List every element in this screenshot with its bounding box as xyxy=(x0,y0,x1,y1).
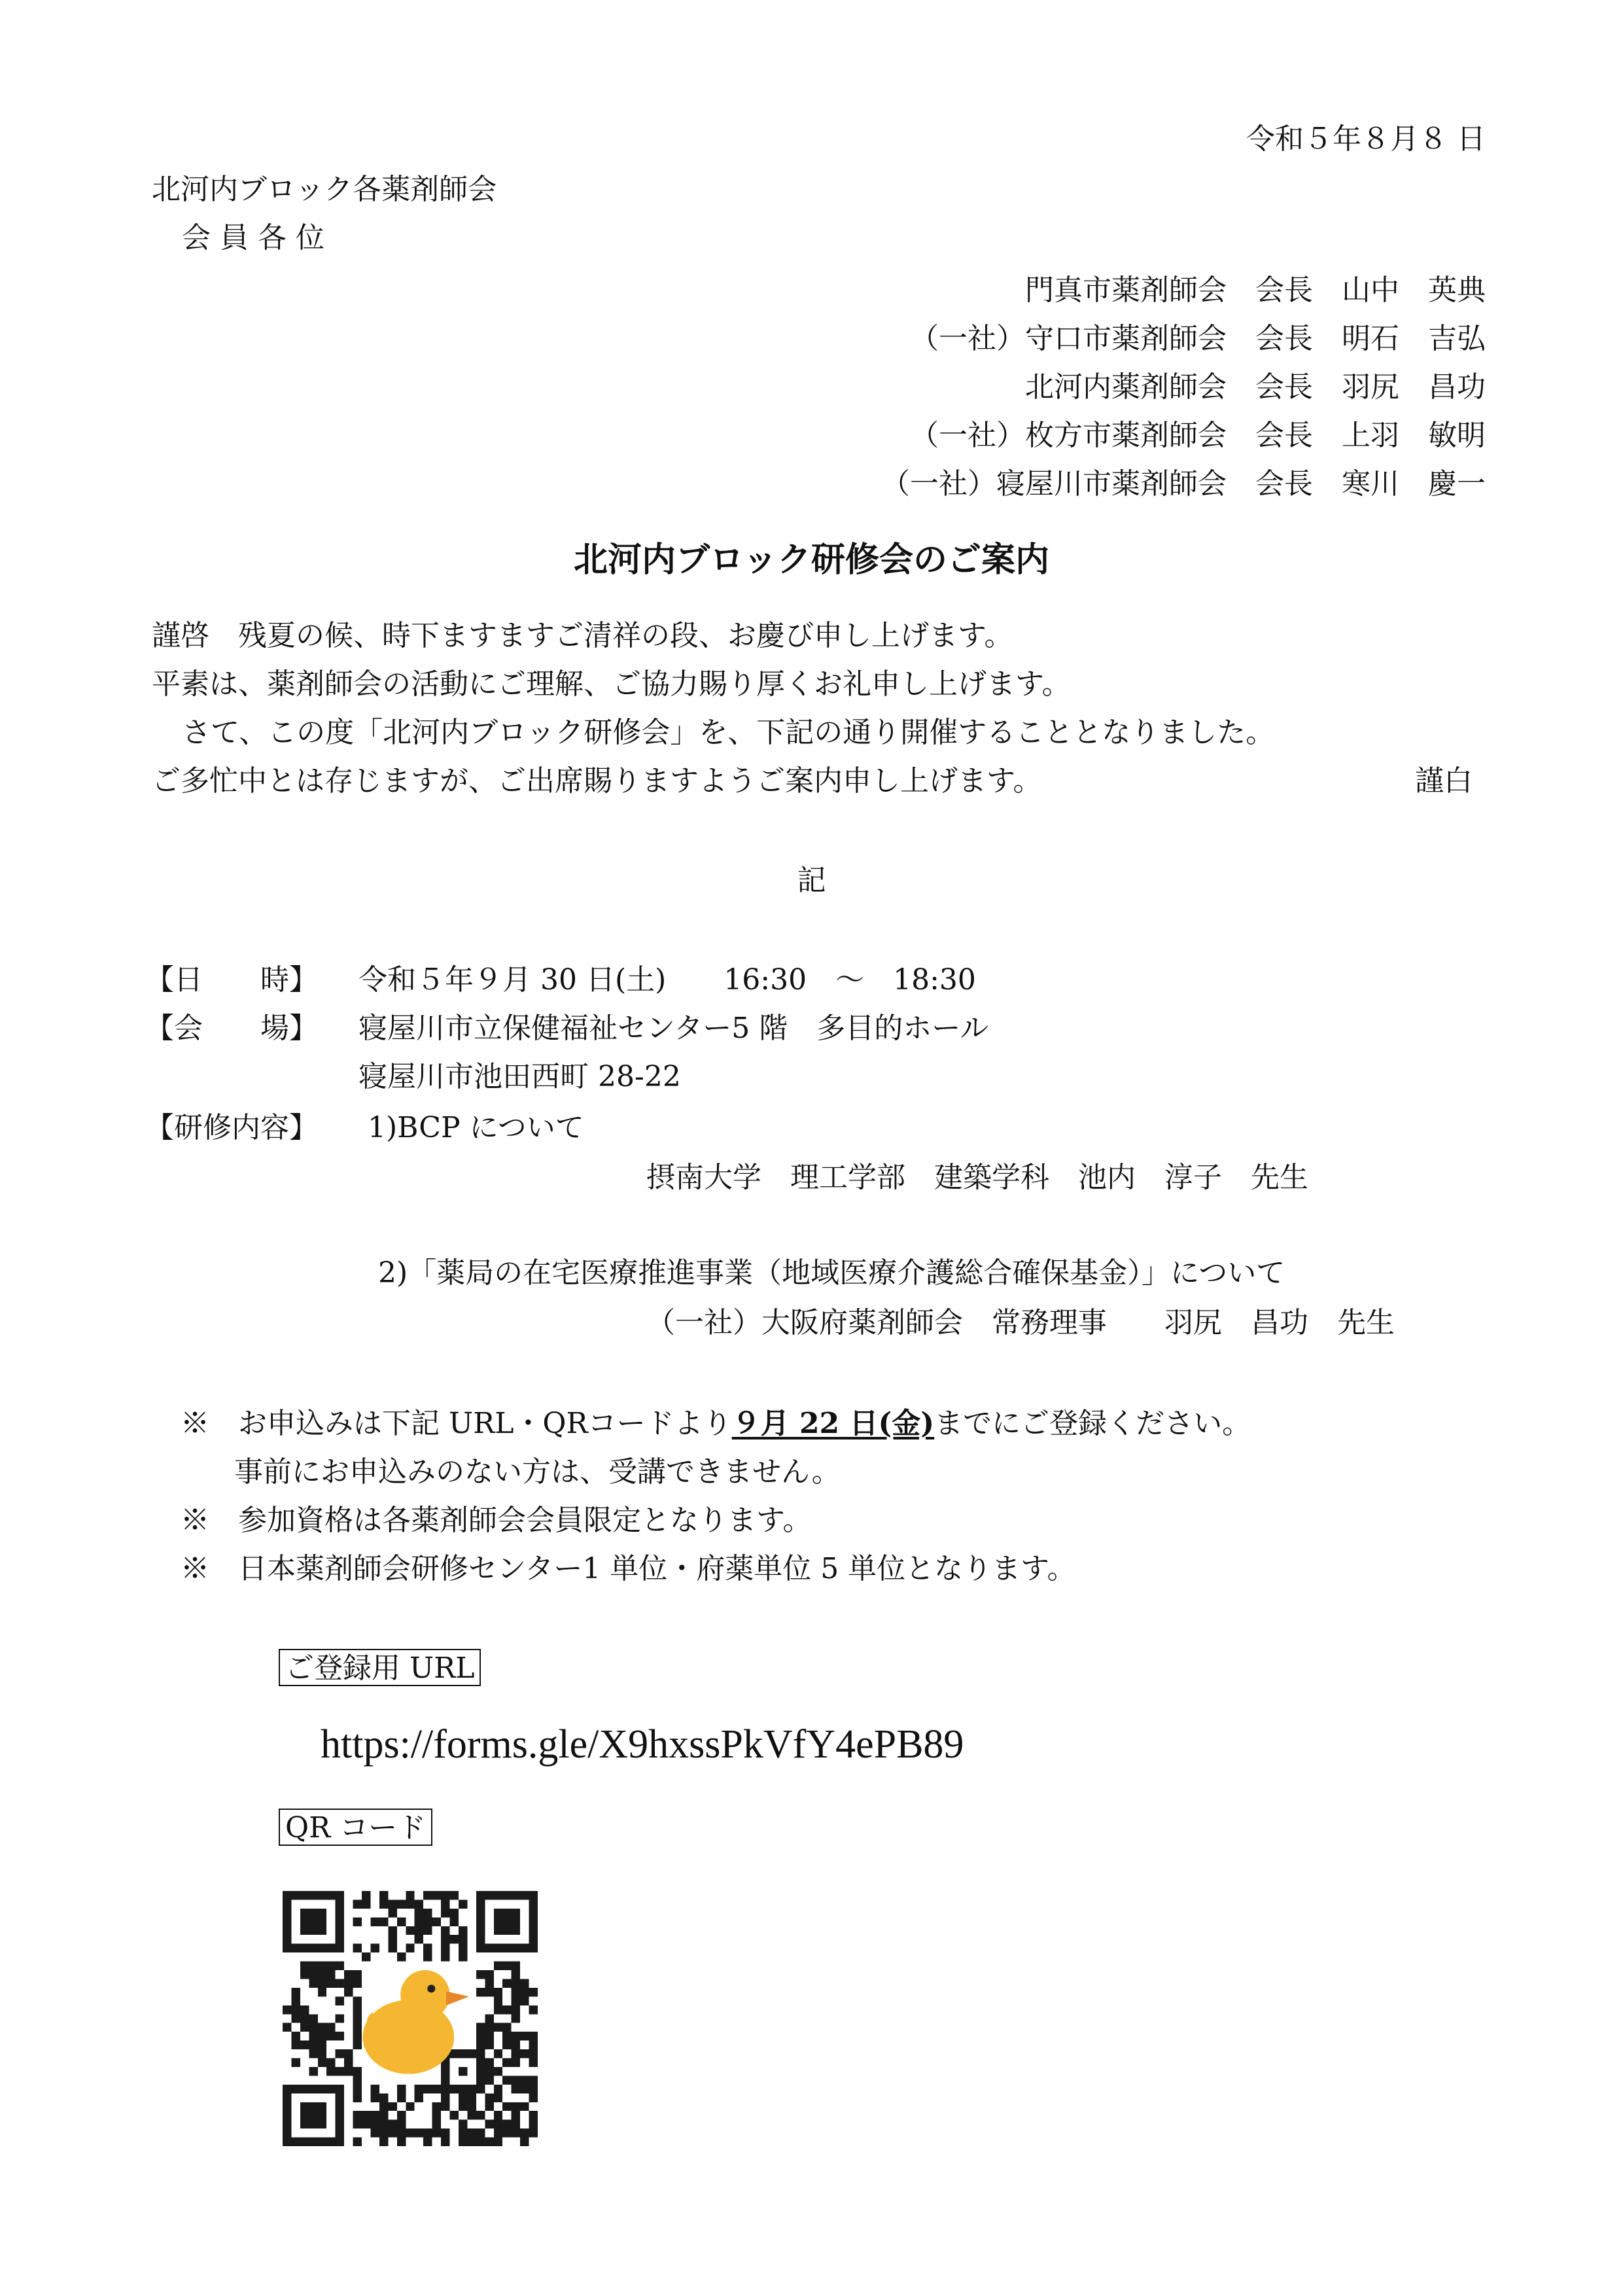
sender-role: 会長 xyxy=(1255,274,1313,307)
sender-org: （一社）寝屋川市薬剤師会 xyxy=(881,467,1227,501)
letter-date: 令和５年８月８ 日 xyxy=(1246,122,1486,156)
qr-label: QR コード xyxy=(279,1809,432,1846)
session-2-title: 2)「薬局の在宅医療推進事業（地域医療介護総合確保基金）」について xyxy=(378,1256,1285,1290)
body-paragraph-thanks: 平素は、薬剤師会の活動にご理解、ご協力賜り厚くお礼申し上げます。 xyxy=(152,667,1071,701)
sender-row xyxy=(1025,369,1486,406)
note-mark: ※ xyxy=(181,1552,209,1585)
note-1-text: お申込みは下記 URL・QRコードより xyxy=(238,1407,732,1440)
note-1-text-end: までにご登録ください。 xyxy=(934,1407,1251,1440)
body-paragraph-request: ご多忙中とは存じますが、ご出席賜りますようご案内申し上げます。 xyxy=(152,764,1042,798)
note-1-line-2: 事前にお申込みのない方は、受講できません。 xyxy=(234,1455,841,1489)
datetime-value: 令和５年９月 30 日(土) 16:30 ～ 18:30 xyxy=(358,963,976,997)
note-3-text: 日本薬剤師会研修センター1 単位・府薬単位 5 単位となります。 xyxy=(238,1552,1076,1585)
note-3 xyxy=(181,1551,1076,1587)
registration-url[interactable]: https://forms.gle/X9hxssPkVfY4ePB89 xyxy=(321,1722,964,1767)
qr-code-image[interactable] xyxy=(283,1891,538,2146)
note-2 xyxy=(181,1502,811,1539)
venue-address: 寝屋川市池田西町 28-22 xyxy=(358,1060,681,1093)
url-label-box xyxy=(279,1650,481,1687)
url-label: ご登録用 URL xyxy=(279,1649,481,1686)
sender-org: （一社）枚方市薬剤師会 xyxy=(910,419,1227,452)
sender-row xyxy=(881,466,1486,503)
session-1-speaker: 摂南大学 理工学部 建築学科 池内 淳子 先生 xyxy=(646,1161,1308,1194)
sender-name: 上羽 敏明 xyxy=(1342,419,1486,452)
venue-value: 寝屋川市立保健福祉センター5 階 多目的ホール xyxy=(358,1012,989,1045)
content-label: 【研修内容】 xyxy=(145,1111,318,1144)
registration-deadline: ９月 22 日(金) xyxy=(731,1407,935,1440)
sender-role: 会長 xyxy=(1255,370,1313,404)
venue-label: 【会 場】 xyxy=(145,1012,318,1045)
session-2-speaker: （一社）大阪府薬剤師会 常務理事 羽尻 昌功 先生 xyxy=(646,1306,1395,1339)
sender-org: 門真市薬剤師会 xyxy=(1025,274,1227,307)
note-2-text: 参加資格は各薬剤師会会員限定となります。 xyxy=(238,1504,812,1537)
body-paragraph-greeting: 謹啓 残夏の候、時下ますますご清祥の段、お慶び申し上げます。 xyxy=(152,619,1013,652)
sender-role: 会長 xyxy=(1255,322,1313,355)
note-1 xyxy=(181,1405,1251,1442)
sender-role: 会長 xyxy=(1255,467,1313,501)
sender-org: 北河内薬剤師会 xyxy=(1025,370,1227,404)
closing-word: 謹白 xyxy=(1415,764,1473,798)
note-mark: ※ xyxy=(181,1407,209,1440)
qr-label-box xyxy=(279,1810,432,1846)
sender-name: 寒川 慶一 xyxy=(1342,467,1486,501)
sender-name: 明石 吉弘 xyxy=(1342,322,1486,355)
sender-name: 羽尻 昌功 xyxy=(1342,370,1486,404)
sender-row xyxy=(910,321,1486,357)
sender-row xyxy=(1025,272,1486,309)
sender-org: （一社）守口市薬剤師会 xyxy=(910,322,1227,355)
datetime-label: 【日 時】 xyxy=(145,963,318,997)
body-paragraph-announcement: さて、この度「北河内ブロック研修会」を、下記の通り開催することとなりました。 xyxy=(182,716,1275,749)
recipient-organization: 北河内ブロック各薬剤師会 xyxy=(152,173,497,206)
page-title: 北河内ブロック研修会のご案内 xyxy=(574,540,1049,580)
ki-heading: 記 xyxy=(797,864,826,897)
note-mark: ※ xyxy=(181,1504,209,1537)
sender-row xyxy=(910,417,1486,454)
recipient-members: 会 員 各 位 xyxy=(182,221,324,255)
session-1-title: 1)BCP について xyxy=(368,1111,584,1144)
sender-name: 山中 英典 xyxy=(1342,274,1486,307)
sender-role: 会長 xyxy=(1255,419,1313,452)
